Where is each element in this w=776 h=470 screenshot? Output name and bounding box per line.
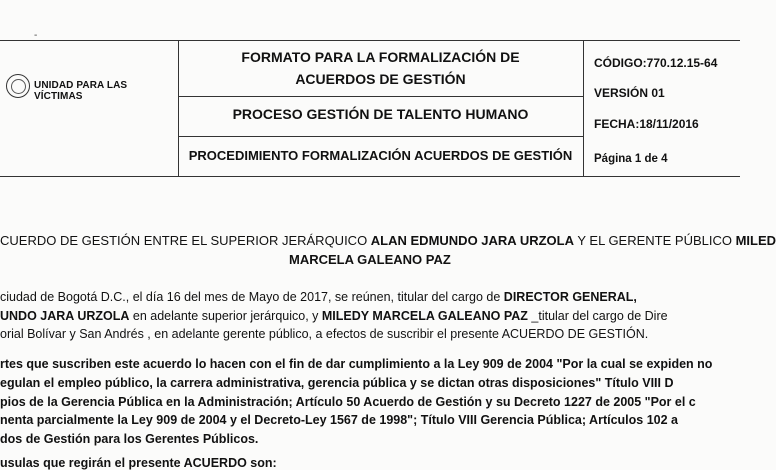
paragraph-2-line-2: egulan el empleo público, la carrera administrativa, gerencia pública y se dictan otras disposiciones" Título VIII D (0, 376, 674, 390)
heading-text: CUERDO DE GESTIÓN ENTRE EL SUPERIOR JERÁRQUICO (0, 233, 371, 248)
paragraph-2-line-3: pios de la Gerencia Pública en la Administración; Artículo 50 Acuerdo de Gestión y su Decreto 1227 de 2005 "Por el c (0, 395, 696, 409)
paragraph-2-line-5: dos de Gestión para los Gerentes Públicos. (0, 432, 259, 446)
document-code: CÓDIGO:770.12.15-64 (594, 56, 718, 70)
margin-mark: - (34, 30, 38, 41)
header-bottom-border (0, 176, 740, 177)
p1-manager-name: MILEDY MARCELA GALEANO PAZ (321, 309, 528, 323)
header-top-border (0, 40, 740, 41)
p1-superior-name: UNDO JARA URZOLA (0, 309, 130, 323)
document-header-table (0, 40, 740, 176)
agreement-heading-line-1 (0, 233, 776, 248)
header-row-divider-1 (178, 96, 583, 97)
superior-name: ALAN EDMUNDO JARA URZOLA (370, 233, 574, 248)
procedure-name: PROCEDIMIENTO FORMALIZACIÓN ACUERDOS DE GESTIÓN (188, 148, 573, 163)
header-row-divider-2 (178, 136, 583, 137)
document-version: VERSIÓN 01 (594, 86, 665, 100)
title-line-1: FORMATO PARA LA FORMALIZACIÓN DE (241, 49, 520, 65)
institution-logo (0, 74, 178, 104)
agreement-heading-line-2: MARCELA GALEANO PAZ (289, 252, 451, 267)
heading-text-2: Y EL GERENTE PÚBLICO (573, 233, 736, 248)
header-divider-meta (583, 40, 584, 176)
process-name: PROCESO GESTIÓN DE TALENTO HUMANO (232, 106, 529, 122)
document-title (178, 46, 583, 90)
coat-of-arms-icon (6, 74, 30, 98)
paragraph-1-line-2 (0, 309, 668, 323)
title-line-2: ACUERDOS DE GESTIÓN (295, 71, 466, 87)
p1-text: ciudad de Bogotá D.C., el día 16 del mes de Mayo de 2017, se reúnen, titular del cargo de (0, 290, 504, 304)
p1-text-3: _titular del cargo de Dire (527, 309, 668, 323)
p1-role: DIRECTOR GENERAL, (503, 290, 637, 304)
page-number: Página 1 de 4 (594, 153, 668, 165)
paragraph-2-line-4: nenta parcialmente la Ley 909 de 2004 y el Decreto-Ley 1567 de 1998"; Título VIII Gerencia Pública; Artículos 102 a (0, 413, 678, 427)
paragraph-1-line-3: orial Bolívar y San Andrés , en adelante gerente público, a efectos de suscribir el presente ACUERDO DE GESTIÓN. (0, 327, 649, 341)
p1-text-2: en adelante superior jerárquico, y (129, 309, 322, 323)
paragraph-2-line-1: rtes que suscriben este acuerdo lo hacen con el fin de dar cumplimiento a la Ley 909 de 2004 "Por la cual se expiden no (0, 357, 713, 371)
logo-text: UNIDAD PARA LAS VÍCTIMAS (34, 80, 128, 102)
paragraph-1-line-1 (0, 290, 637, 304)
manager-name-start: MILED (735, 233, 776, 248)
document-date: FECHA:18/11/2016 (594, 117, 699, 131)
paragraph-3-line-1: usulas que regirán el presente ACUERDO son: (0, 456, 277, 470)
